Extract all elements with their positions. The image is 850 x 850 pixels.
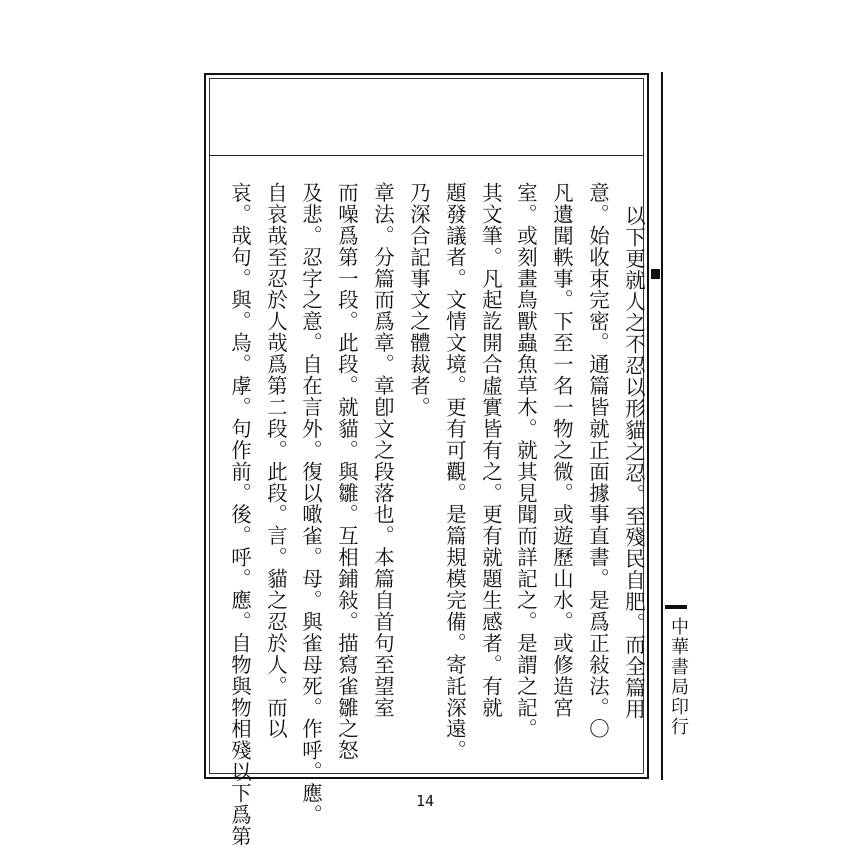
publisher-imprint: 中華書局印行 <box>668 617 689 737</box>
header-rule <box>209 155 644 156</box>
text-column-6: 題發議者。文情文境。更有可觀。是篇規模完備。寄託深遠。 <box>443 182 467 762</box>
text-column-7: 乃深合記事文之體裁者。 <box>407 182 431 418</box>
text-column-1: 以下更就人之不忍以形貓之忍。至殘民自肥。而全篇用 <box>622 205 646 720</box>
page-number: 14 <box>415 792 435 810</box>
text-column-10: 及悲。忍字之意。自在言外。復以噉雀。母。與雀母死。作呼。應。 <box>299 182 323 826</box>
margin-tab-mark <box>651 269 660 279</box>
margin-rule <box>661 72 663 780</box>
text-column-12: 哀。哉句。與。烏。虖。句作前。後。呼。應。自物與物相殘以下爲第 <box>228 182 252 847</box>
side-margin-dash <box>665 605 687 609</box>
text-column-8: 章法。分篇而爲章。章卽文之段落也。本篇自首句至望室 <box>371 182 395 719</box>
text-column-9: 而噪爲第一段。此段。就貓。與雛。互相鋪敍。描寫雀雛之怒 <box>335 182 359 762</box>
text-column-11: 自哀哉至忍於人哉爲第二段。此段。言。貓之忍於人。而以 <box>264 182 288 740</box>
text-column-4: 室。或刻畫鳥獸蟲魚草木。就其見聞而詳記之。是謂之記。 <box>514 182 538 740</box>
text-column-5: 其文筆。凡起訖開合虛實皆有之。更有就題生感者。有就 <box>479 182 503 719</box>
text-column-2: 意。始收束完密。通篇皆就正面據事直書。是爲正敍法。〇 <box>586 182 610 740</box>
text-column-3: 凡遺聞軼事。下至一名一物之微。或遊歷山水。或修造宮 <box>550 182 574 719</box>
